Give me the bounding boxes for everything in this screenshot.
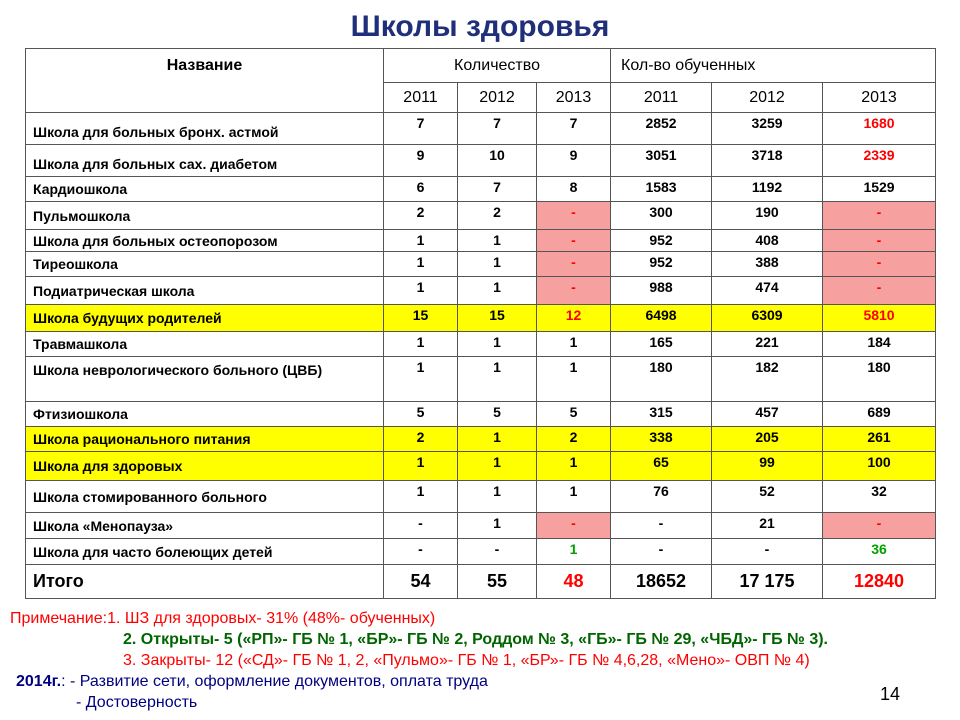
cell-value: 10: [458, 145, 537, 177]
cell-value: -: [384, 513, 458, 539]
school-name: Школа для больных остеопорозом: [26, 230, 384, 252]
header-year: 2013: [823, 83, 936, 113]
cell-value: 1: [458, 277, 537, 305]
school-name: Фтизиошкола: [26, 402, 384, 427]
cell-value: 1: [458, 481, 537, 513]
table-row: [26, 332, 936, 357]
cell-value: 5: [458, 402, 537, 427]
header-year: 2012: [458, 83, 537, 113]
table-row: [26, 305, 936, 332]
cell-value: 2: [537, 427, 611, 452]
cell-value: 1: [458, 427, 537, 452]
table-row: [26, 427, 936, 452]
note-1: Примечание:1. ШЗ для здоровых- 31% (48%- обученных): [10, 610, 436, 627]
table-row: [26, 481, 936, 513]
school-name: Школа для больных бронх. астмой: [26, 113, 384, 145]
cell-value: 952: [611, 252, 712, 277]
cell-value: 315: [611, 402, 712, 427]
table-row: [26, 513, 936, 539]
cell-value: 1: [458, 332, 537, 357]
cell-value: -: [384, 539, 458, 565]
table-row: [26, 452, 936, 481]
cell-value: 15: [384, 305, 458, 332]
cell-value: 32: [823, 481, 936, 513]
cell-value: 1: [458, 357, 537, 402]
cell-value: -: [823, 230, 936, 252]
cell-value: 952: [611, 230, 712, 252]
cell-value: 1: [384, 332, 458, 357]
cell-value: 3051: [611, 145, 712, 177]
note-2014: 2014г.: - Развитие сети, оформление документов, оплата труда: [16, 673, 488, 690]
cell-value: 205: [712, 427, 823, 452]
table-row: [26, 402, 936, 427]
header-name: Название: [26, 49, 384, 113]
cell-value: 52: [712, 481, 823, 513]
cell-value: 221: [712, 332, 823, 357]
school-name: Травмашкола: [26, 332, 384, 357]
table-row: [26, 177, 936, 202]
cell-value: 1: [458, 513, 537, 539]
header-year: 2012: [712, 83, 823, 113]
header-year: 2013: [537, 83, 611, 113]
cell-value: 15: [458, 305, 537, 332]
cell-value: 2852: [611, 113, 712, 145]
school-name: Кардиошкола: [26, 177, 384, 202]
cell-value: -: [823, 202, 936, 230]
table-row: [26, 113, 936, 145]
cell-value: -: [712, 539, 823, 565]
cell-value: -: [537, 252, 611, 277]
cell-value: 3718: [712, 145, 823, 177]
page-number: 14: [880, 684, 901, 704]
notes: [10, 608, 828, 713]
cell-value: 5: [537, 402, 611, 427]
cell-value: -: [611, 513, 712, 539]
cell-value: 261: [823, 427, 936, 452]
cell-value: 2339: [823, 145, 936, 177]
cell-value: -: [611, 539, 712, 565]
cell-value: 338: [611, 427, 712, 452]
cell-value: -: [823, 252, 936, 277]
cell-value: 7: [458, 113, 537, 145]
cell-value: 1: [384, 452, 458, 481]
cell-value: 1: [458, 452, 537, 481]
cell-value: 1: [458, 230, 537, 252]
cell-value: 6498: [611, 305, 712, 332]
table-row: [26, 252, 936, 277]
note-3: 3. Закрыты- 12 («СД»- ГБ № 1, 2, «Пульмо»- ГБ № 1, «БР»- ГБ № 4,6,28, «Мено»- ОВП № 4): [123, 652, 810, 669]
school-name: Итого: [26, 565, 384, 599]
cell-value: 988: [611, 277, 712, 305]
cell-value: 1: [384, 357, 458, 402]
cell-value: -: [537, 230, 611, 252]
cell-value: 21: [712, 513, 823, 539]
cell-value: 6309: [712, 305, 823, 332]
cell-value: 2: [384, 427, 458, 452]
cell-value: 1: [384, 230, 458, 252]
cell-value: 1: [537, 452, 611, 481]
school-name: Школа для здоровых: [26, 452, 384, 481]
cell-value: 2: [458, 202, 537, 230]
header-year: 2011: [384, 83, 458, 113]
table-row: [26, 145, 936, 177]
cell-value: 5: [384, 402, 458, 427]
cell-value: 99: [712, 452, 823, 481]
page-title: Школы здоровья: [350, 10, 610, 43]
cell-value: 9: [537, 145, 611, 177]
cell-value: 180: [611, 357, 712, 402]
cell-value: 5810: [823, 305, 936, 332]
cell-value: -: [537, 202, 611, 230]
school-name: Школа неврологического больного (ЦВБ): [26, 357, 384, 402]
cell-value: 408: [712, 230, 823, 252]
cell-value: 388: [712, 252, 823, 277]
school-name: Школа для больных сах. диабетом: [26, 145, 384, 177]
table-row: [26, 230, 936, 252]
cell-value: 1: [537, 539, 611, 565]
cell-value: 3259: [712, 113, 823, 145]
cell-value: 48: [537, 565, 611, 599]
cell-value: 55: [458, 565, 537, 599]
school-name: Пульмошкола: [26, 202, 384, 230]
cell-value: -: [537, 277, 611, 305]
cell-value: 165: [611, 332, 712, 357]
school-name: Школа рационального питания: [26, 427, 384, 452]
table-row: [26, 277, 936, 305]
table-row: [26, 539, 936, 565]
cell-value: -: [537, 513, 611, 539]
school-name: Школа будущих родителей: [26, 305, 384, 332]
cell-value: 1: [537, 357, 611, 402]
header-year: 2011: [611, 83, 712, 113]
cell-value: 65: [611, 452, 712, 481]
cell-value: 1583: [611, 177, 712, 202]
cell-value: 12840: [823, 565, 936, 599]
cell-value: 76: [611, 481, 712, 513]
cell-value: 300: [611, 202, 712, 230]
cell-value: -: [458, 539, 537, 565]
cell-value: 7: [458, 177, 537, 202]
school-name: Школа «Менопауза»: [26, 513, 384, 539]
note-2014-b: - Достоверность: [76, 694, 198, 711]
cell-value: 190: [712, 202, 823, 230]
header-count: Количество: [384, 49, 611, 83]
cell-value: 1: [458, 252, 537, 277]
schools-table: [25, 48, 936, 599]
cell-value: 8: [537, 177, 611, 202]
cell-value: 36: [823, 539, 936, 565]
cell-value: -: [823, 513, 936, 539]
school-name: Школа для часто болеющих детей: [26, 539, 384, 565]
cell-value: 1: [384, 481, 458, 513]
cell-value: 1192: [712, 177, 823, 202]
note-2: 2. Открыты- 5 («РП»- ГБ № 1, «БР»- ГБ № 2, Роддом № 3, «ГБ»- ГБ № 29, «ЧБД»- ГБ № 3).: [123, 631, 828, 648]
cell-value: 1: [537, 332, 611, 357]
cell-value: 6: [384, 177, 458, 202]
cell-value: 17 175: [712, 565, 823, 599]
cell-value: 180: [823, 357, 936, 402]
cell-value: 100: [823, 452, 936, 481]
table-row: [26, 565, 936, 599]
cell-value: 1680: [823, 113, 936, 145]
cell-value: 1: [537, 481, 611, 513]
cell-value: 689: [823, 402, 936, 427]
school-name: Подиатрическая школа: [26, 277, 384, 305]
cell-value: 12: [537, 305, 611, 332]
cell-value: 54: [384, 565, 458, 599]
cell-value: 9: [384, 145, 458, 177]
school-name: Школа стомированного больного: [26, 481, 384, 513]
cell-value: 18652: [611, 565, 712, 599]
cell-value: 184: [823, 332, 936, 357]
cell-value: 474: [712, 277, 823, 305]
cell-value: 1: [384, 277, 458, 305]
cell-value: 457: [712, 402, 823, 427]
school-name: Тиреошкола: [26, 252, 384, 277]
cell-value: 1: [384, 252, 458, 277]
cell-value: 7: [384, 113, 458, 145]
cell-value: 182: [712, 357, 823, 402]
cell-value: -: [823, 277, 936, 305]
cell-value: 7: [537, 113, 611, 145]
table-row: [26, 202, 936, 230]
table-row: [26, 357, 936, 402]
cell-value: 1529: [823, 177, 936, 202]
cell-value: 2: [384, 202, 458, 230]
header-trained: Кол-во обученных: [611, 49, 936, 83]
